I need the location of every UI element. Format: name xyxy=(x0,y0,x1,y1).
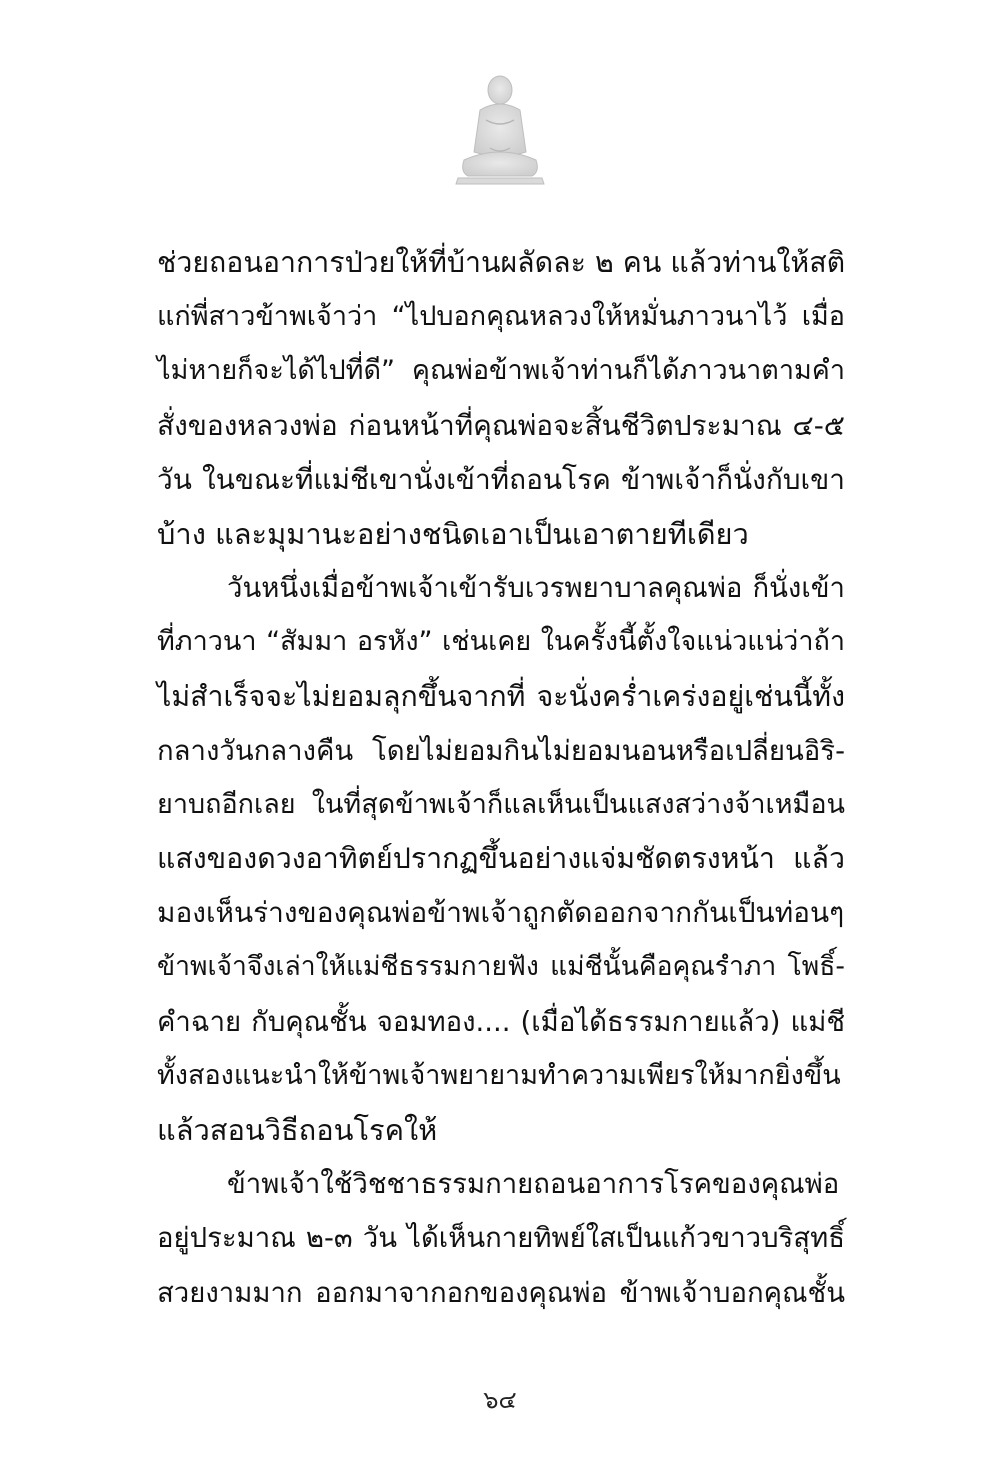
text-line: มองเห็นร่างของคุณพ่อข้าพเจ้าถูกตัดออกจากกันเป็นท่อนๆ xyxy=(157,896,845,930)
body-text xyxy=(157,236,845,1320)
text-line: ไม่หายก็จะได้ไปที่ดี” คุณพ่อข้าพเจ้าท่านก็ได้ภาวนาตามคำ xyxy=(157,355,845,387)
text-line: แล้วสอนวิธีถอนโรคให้ xyxy=(157,1113,438,1147)
text-line: บ้าง และมุมานะอย่างชนิดเอาเป็นเอาตายทีเดียว xyxy=(157,516,749,551)
text-line: ไม่สำเร็จจะไม่ยอมลุกขึ้นจากที่ จะนั่งคร่ำเคร่งอยู่เช่นนี้ทั้ง xyxy=(157,679,845,713)
text-line: ข้าพเจ้าจึงเล่าให้แม่ชีธรรมกายฟัง แม่ชีนั้นคือคุณรำภา โพธิ์- xyxy=(157,951,845,983)
text-line: วันหนึ่งเมื่อข้าพเจ้าเข้ารับเวรพยาบาลคุณพ่อ ก็นั่งเข้า xyxy=(227,572,845,605)
text-line: ทั้งสองแนะนำให้ข้าพเจ้าพยายามทำความเพียรให้มากยิ่งขึ้น xyxy=(157,1059,841,1091)
text-line: แก่พี่สาวข้าพเจ้าว่า “ไปบอกคุณหลวงให้หมั่นภาวนาไว้ เมื่อ xyxy=(157,301,845,333)
text-line: อยู่ประมาณ ๒-๓ วัน ได้เห็นกายทิพย์ใสเป็นแก้วขาวบริสุทธิ์ xyxy=(157,1222,845,1255)
seated-monk-icon xyxy=(450,68,550,186)
text-line: ยาบถอีกเลย ในที่สุดข้าพเจ้าก็แลเห็นเป็นแสงสว่างจ้าเหมือน xyxy=(157,788,845,820)
text-line: แสงของดวงอาทิตย์ปรากฏขึ้นอย่างแจ่มชัดตรงหน้า แล้ว xyxy=(157,842,845,876)
text-line: คำฉาย กับคุณชั้น จอมทอง.... (เมื่อได้ธรรมกายแล้ว) แม่ชี xyxy=(157,1005,845,1038)
page-number: ๖๔ xyxy=(483,1386,517,1414)
text-line: วัน ในขณะที่แม่ชีเขานั่งเข้าที่ถอนโรค ข้าพเจ้าก็นั่งกับเขา xyxy=(157,462,845,496)
text-line: สั่งของหลวงพ่อ ก่อนหน้าที่คุณพ่อจะสิ้นชีวิตประมาณ ๔-๕ xyxy=(157,408,845,442)
text-line: สวยงามมาก ออกมาจากอกของคุณพ่อ ข้าพเจ้าบอกคุณชั้น xyxy=(157,1276,845,1309)
text-line: กลางวันกลางคืน โดยไม่ยอมกินไม่ยอมนอนหรือเปลี่ยนอิริ- xyxy=(157,734,845,767)
text-line: ข้าพเจ้าใช้วิชชาธรรมกายถอนอาการโรคของคุณพ่อ xyxy=(227,1168,840,1201)
text-line: ช่วยถอนอาการป่วยให้ที่บ้านผลัดละ ๒ คน แล้วท่านให้สติ xyxy=(157,246,846,279)
text-line: ที่ภาวนา “สัมมา อรหัง” เช่นเคย ในครั้งนี้ตั้งใจแน่วแน่ว่าถ้า xyxy=(157,626,845,658)
